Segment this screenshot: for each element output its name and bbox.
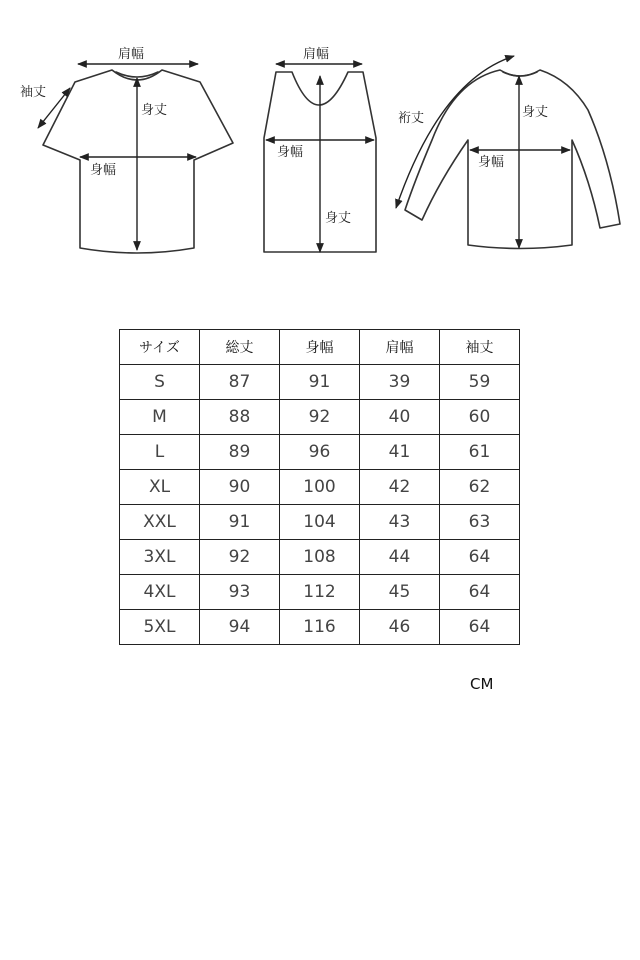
raglan-diagram [396, 56, 620, 249]
table-cell: 61 [440, 435, 520, 470]
raglan-sleeve-label: 裄丈 [398, 111, 425, 126]
header-size: サイズ [120, 330, 200, 365]
tshirt-chest-label: 身幅 [90, 163, 117, 178]
table-row [120, 365, 520, 400]
table-cell: 64 [440, 610, 520, 645]
raglan-collar [503, 72, 537, 76]
table-cell: 59 [440, 365, 520, 400]
table-cell: 46 [360, 610, 440, 645]
table-cell: 40 [360, 400, 440, 435]
table-cell: 93 [200, 575, 280, 610]
table-cell: 92 [280, 400, 360, 435]
table-row [120, 610, 520, 645]
table-cell: 41 [360, 435, 440, 470]
tank-shoulder-label: 肩幅 [303, 47, 330, 62]
tshirt-length-label: 身丈 [141, 103, 168, 118]
table-cell: 62 [440, 470, 520, 505]
tshirt-outline [43, 70, 233, 253]
table-cell: 64 [440, 575, 520, 610]
table-row [120, 505, 520, 540]
table-cell: 45 [360, 575, 440, 610]
table-row [120, 435, 520, 470]
header-chest: 身幅 [280, 330, 360, 365]
header-shoulder: 肩幅 [360, 330, 440, 365]
table-cell: 88 [200, 400, 280, 435]
table-cell: 44 [360, 540, 440, 575]
table-cell: 42 [360, 470, 440, 505]
table-cell: S [120, 365, 200, 400]
table-cell: M [120, 400, 200, 435]
table-cell: 94 [200, 610, 280, 645]
table-cell: 104 [280, 505, 360, 540]
tank-chest-label: 身幅 [277, 145, 304, 160]
table-row [120, 575, 520, 610]
tshirt-shoulder-label: 肩幅 [118, 47, 145, 62]
table-cell: 100 [280, 470, 360, 505]
table-cell: 116 [280, 610, 360, 645]
table-cell: 91 [280, 365, 360, 400]
raglan-chest-label: 身幅 [478, 155, 505, 170]
table-cell: XXL [120, 505, 200, 540]
table-cell: XL [120, 470, 200, 505]
table-cell: 43 [360, 505, 440, 540]
table-cell: 60 [440, 400, 520, 435]
table-cell: 90 [200, 470, 280, 505]
raglan-outline [405, 70, 620, 249]
table-cell: 64 [440, 540, 520, 575]
table-cell: 91 [200, 505, 280, 540]
table-cell: 5XL [120, 610, 200, 645]
table-row [120, 400, 520, 435]
size-chart-table [119, 329, 520, 645]
tshirt-diagram [20, 46, 233, 253]
table-cell: 96 [280, 435, 360, 470]
table-cell: 92 [200, 540, 280, 575]
table-header-row [120, 330, 520, 365]
table-cell: 108 [280, 540, 360, 575]
table-cell: 39 [360, 365, 440, 400]
table-row [120, 470, 520, 505]
table-cell: 4XL [120, 575, 200, 610]
table-cell: 112 [280, 575, 360, 610]
garment-diagrams [0, 0, 640, 280]
tshirt-sleeve-label: 袖丈 [20, 85, 47, 100]
table-cell: L [120, 435, 200, 470]
table-cell: 3XL [120, 540, 200, 575]
table-cell: 89 [200, 435, 280, 470]
tank-diagram [264, 46, 376, 252]
table-cell: 63 [440, 505, 520, 540]
unit-label: CM [470, 675, 494, 693]
header-total-length: 総丈 [200, 330, 280, 365]
tank-length-label: 身丈 [325, 211, 352, 226]
table-cell: 87 [200, 365, 280, 400]
table-row [120, 540, 520, 575]
header-sleeve: 袖丈 [440, 330, 520, 365]
raglan-length-label: 身丈 [522, 105, 549, 120]
